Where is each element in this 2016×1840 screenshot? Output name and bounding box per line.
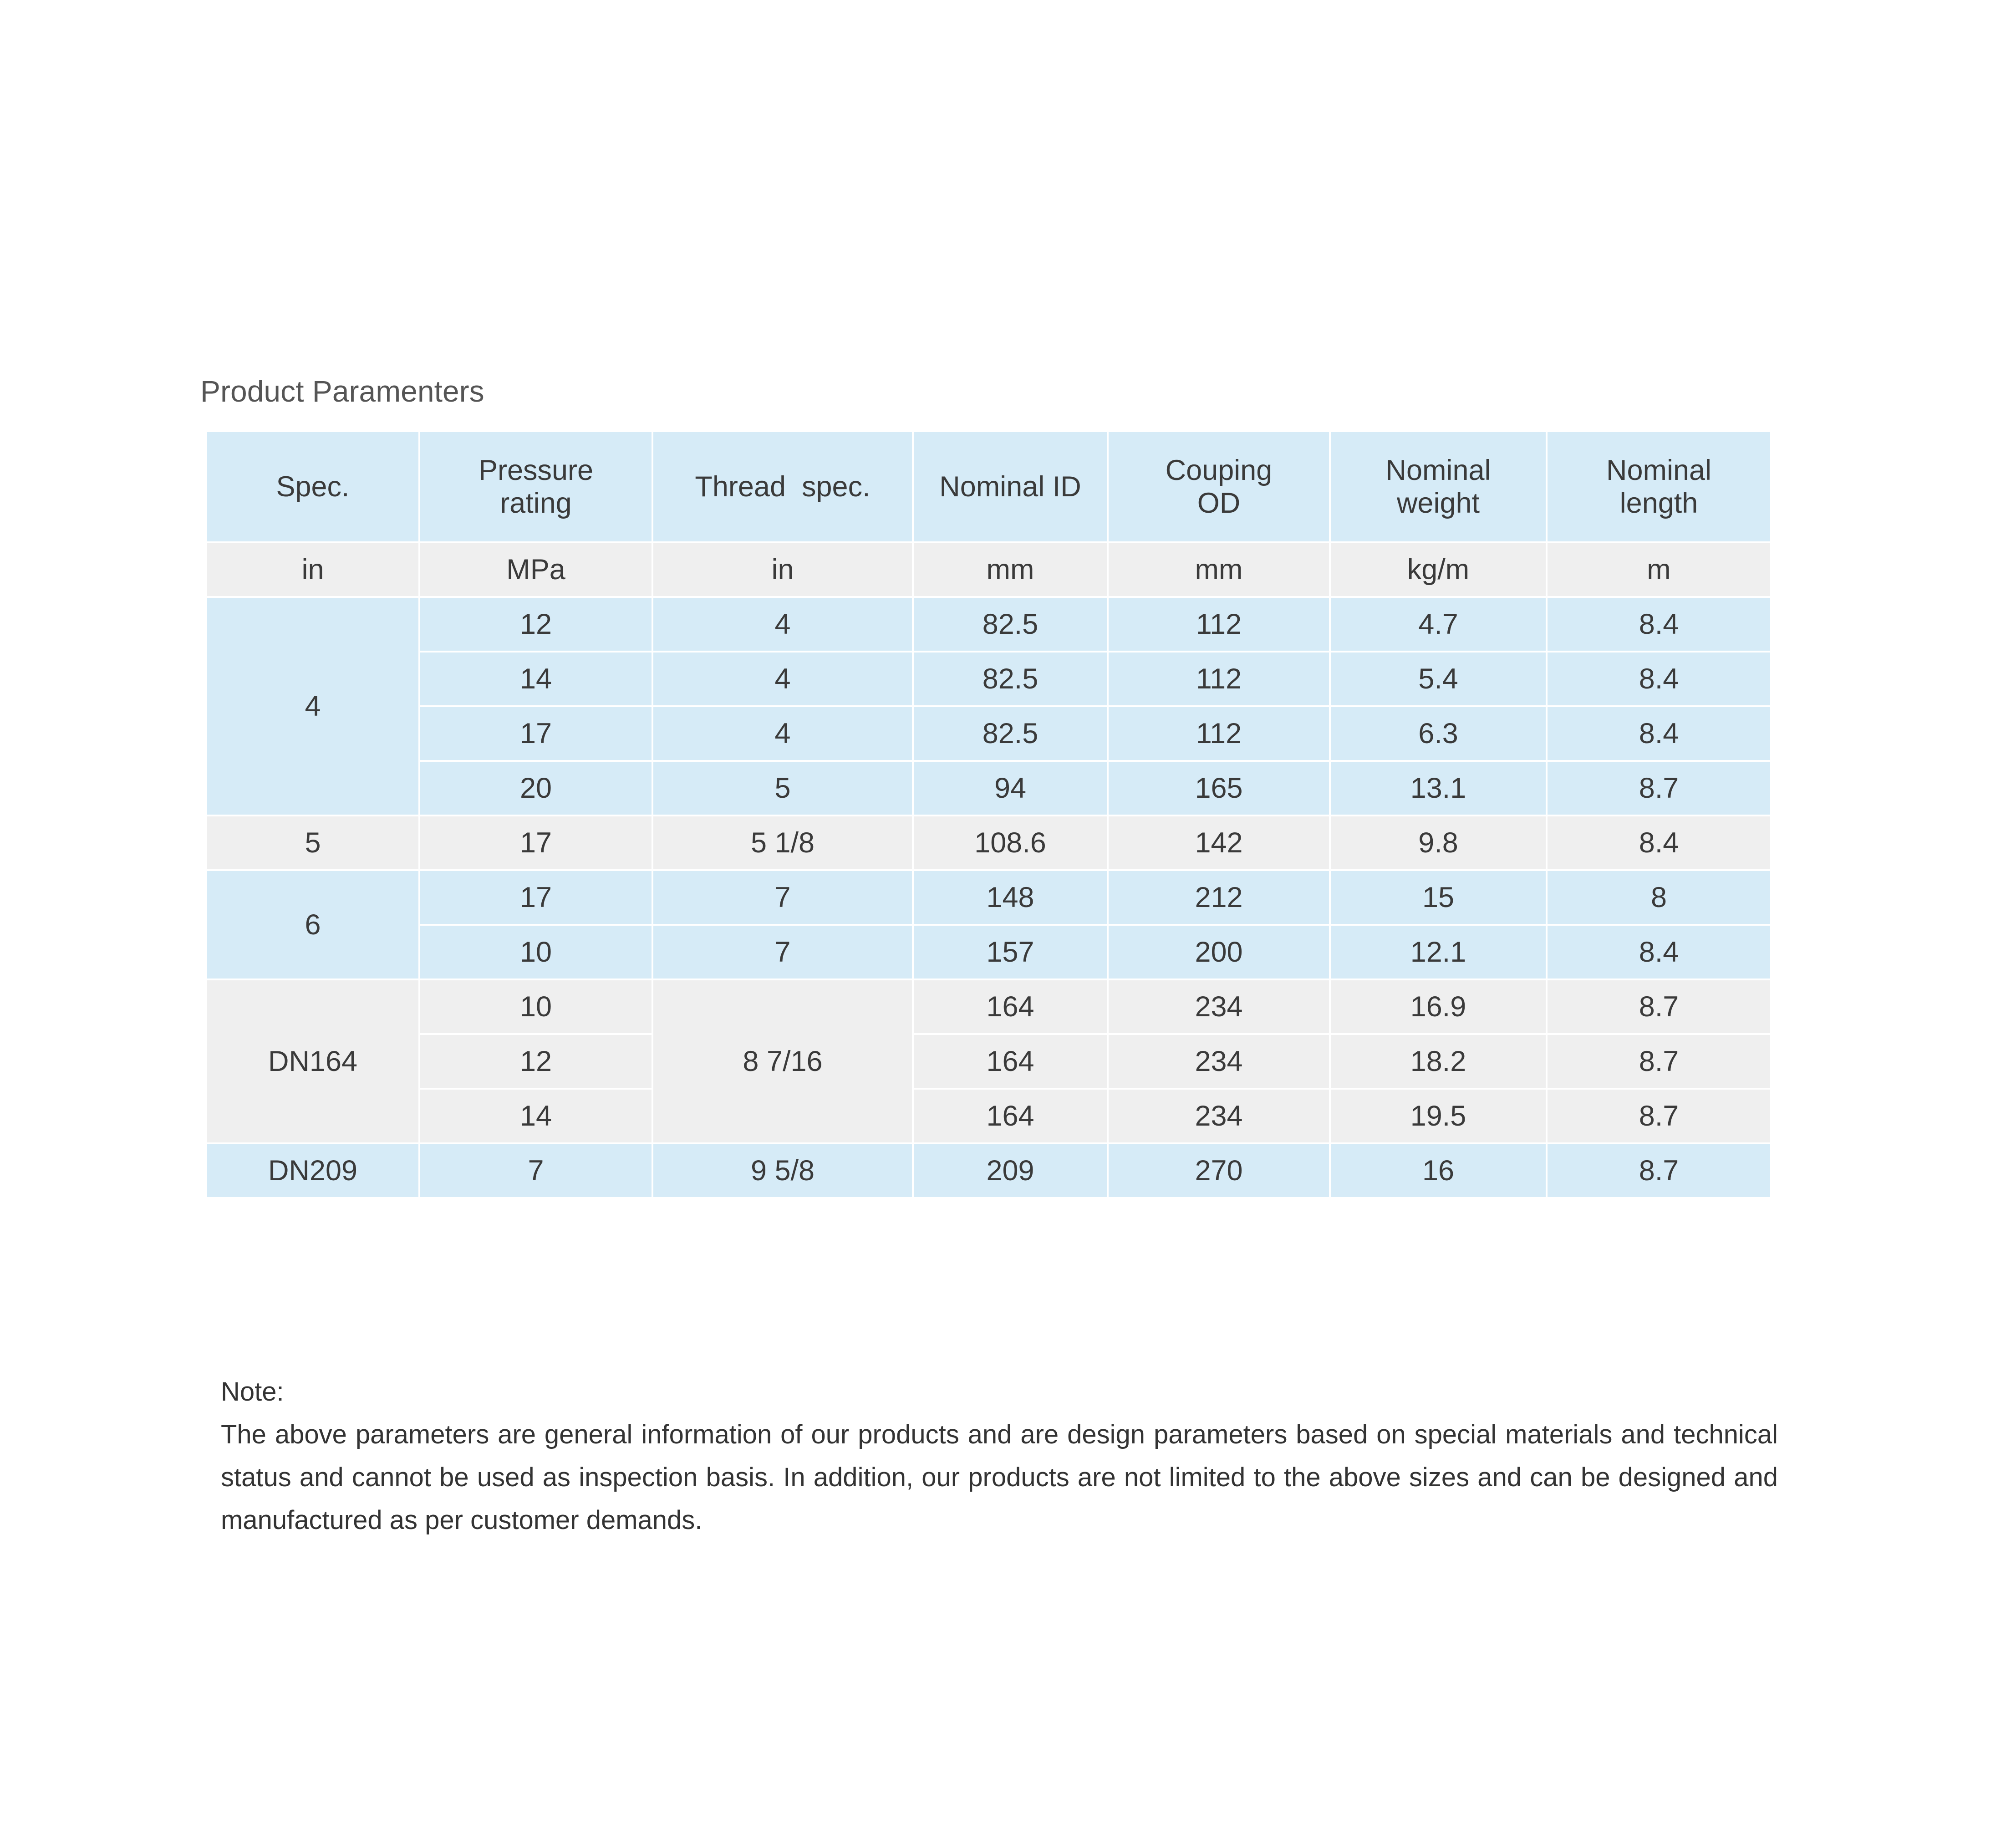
spec-cell: 4 — [206, 597, 419, 816]
table-cell: 164 — [913, 979, 1108, 1034]
table-row — [206, 816, 1771, 870]
column-header — [1330, 431, 1547, 542]
table-row — [206, 1089, 1771, 1143]
table-cell: 8.4 — [1547, 925, 1771, 979]
table-cell: 165 — [1108, 761, 1330, 816]
table-cell: 164 — [913, 1089, 1108, 1143]
note-text: The above parameters are general information of our products and are design parameters based on special materials and technical status and cannot be used as inspection basis. In addition, our products are not limited to the above sizes and can be designed and manufactured as per customer demands. — [221, 1420, 1778, 1535]
table-cell: 20 — [419, 761, 652, 816]
table-cell: 8.7 — [1547, 1089, 1771, 1143]
table-cell: 8.4 — [1547, 597, 1771, 652]
unit-cell: in — [652, 542, 913, 597]
spec-cell: DN164 — [206, 979, 419, 1143]
table-cell: 4 — [652, 597, 913, 652]
table-cell: 17 — [419, 870, 652, 925]
table-cell: 8.4 — [1547, 816, 1771, 870]
table-cell: 4.7 — [1330, 597, 1547, 652]
spec-cell: 5 — [206, 816, 419, 870]
table-cell: 82.5 — [913, 652, 1108, 706]
table-cell: 17 — [419, 816, 652, 870]
table-cell: 4 — [652, 652, 913, 706]
table-cell: 15 — [1330, 870, 1547, 925]
table-cell: 82.5 — [913, 597, 1108, 652]
table-cell: 112 — [1108, 597, 1330, 652]
note-section — [221, 1371, 1778, 1542]
column-header — [1547, 431, 1771, 542]
table-cell: 82.5 — [913, 706, 1108, 761]
table-cell: 5 1/8 — [652, 816, 913, 870]
table-cell: 4 — [652, 706, 913, 761]
table-cell: 17 — [419, 706, 652, 761]
column-header — [652, 431, 913, 542]
table-cell: 270 — [1108, 1143, 1330, 1198]
table-cell: 12.1 — [1330, 925, 1547, 979]
table-cell: 18.2 — [1330, 1034, 1547, 1089]
table-cell: 7 — [419, 1143, 652, 1198]
table-cell: 5 — [652, 761, 913, 816]
column-header — [1108, 431, 1330, 542]
table-row — [206, 925, 1771, 979]
table-cell: 148 — [913, 870, 1108, 925]
table-cell: 10 — [419, 979, 652, 1034]
table-cell: 19.5 — [1330, 1089, 1547, 1143]
table-cell: 157 — [913, 925, 1108, 979]
table-row — [206, 1034, 1771, 1089]
thread-cell: 8 7/16 — [652, 979, 913, 1143]
spec-cell: DN209 — [206, 1143, 419, 1198]
unit-cell: kg/m — [1330, 542, 1547, 597]
unit-row — [206, 542, 1771, 597]
table-row — [206, 761, 1771, 816]
header-pressure-rating — [479, 454, 593, 519]
table-row — [206, 597, 1771, 652]
table-cell: 234 — [1108, 1034, 1330, 1089]
table-cell: 12 — [419, 1034, 652, 1089]
table-cell: 16 — [1330, 1143, 1547, 1198]
table-cell: 14 — [419, 652, 652, 706]
table-cell: 8.7 — [1547, 761, 1771, 816]
note-label: Note: — [221, 1377, 284, 1407]
table-cell: 108.6 — [913, 816, 1108, 870]
table-cell: 212 — [1108, 870, 1330, 925]
page-title: Product Paramenters — [200, 374, 484, 408]
table-cell: 8.4 — [1547, 652, 1771, 706]
column-header — [206, 431, 419, 542]
table-cell: 8.7 — [1547, 979, 1771, 1034]
header-couping-od: Couping OD — [1165, 454, 1273, 519]
column-header — [419, 431, 652, 542]
header-spec: Spec. — [276, 470, 350, 503]
table-cell: 112 — [1108, 652, 1330, 706]
table-row — [206, 979, 1771, 1034]
table-cell: 9 5/8 — [652, 1143, 913, 1198]
header-nominal-weight: Nominal weight — [1385, 454, 1491, 519]
table-cell: 8.4 — [1547, 706, 1771, 761]
table-cell: 234 — [1108, 1089, 1330, 1143]
table-cell: 14 — [419, 1089, 652, 1143]
spec-cell: 6 — [206, 870, 419, 979]
table-cell: 5.4 — [1330, 652, 1547, 706]
table-cell: 112 — [1108, 706, 1330, 761]
unit-cell: m — [1547, 542, 1771, 597]
header-thread-spec: Thread spec. — [695, 470, 871, 503]
table-cell: 12 — [419, 597, 652, 652]
header-row — [206, 431, 1771, 542]
table-cell: 8 — [1547, 870, 1771, 925]
table-row — [206, 652, 1771, 706]
table-cell: 6.3 — [1330, 706, 1547, 761]
column-header — [913, 431, 1108, 542]
table-cell: 8.7 — [1547, 1143, 1771, 1198]
header-nominal-id: Nominal ID — [939, 470, 1081, 503]
table-cell: 209 — [913, 1143, 1108, 1198]
table-cell: 234 — [1108, 979, 1330, 1034]
unit-cell: in — [206, 542, 419, 597]
unit-cell: mm — [913, 542, 1108, 597]
header-nominal-length: Nominal length — [1606, 454, 1712, 519]
table-cell: 7 — [652, 870, 913, 925]
table-cell: 16.9 — [1330, 979, 1547, 1034]
table-row — [206, 1143, 1771, 1198]
table-cell: 200 — [1108, 925, 1330, 979]
table-cell: 7 — [652, 925, 913, 979]
table-cell: 142 — [1108, 816, 1330, 870]
table-cell: 10 — [419, 925, 652, 979]
unit-cell: MPa — [419, 542, 652, 597]
table-cell: 9.8 — [1330, 816, 1547, 870]
table-cell: 164 — [913, 1034, 1108, 1089]
product-parameters-table — [205, 430, 1772, 1199]
table-cell: 8.7 — [1547, 1034, 1771, 1089]
table-row — [206, 870, 1771, 925]
unit-cell: mm — [1108, 542, 1330, 597]
table-cell: 94 — [913, 761, 1108, 816]
table-row — [206, 706, 1771, 761]
header-pressure-rating-text: Pressure rating — [478, 454, 594, 519]
table-cell: 13.1 — [1330, 761, 1547, 816]
